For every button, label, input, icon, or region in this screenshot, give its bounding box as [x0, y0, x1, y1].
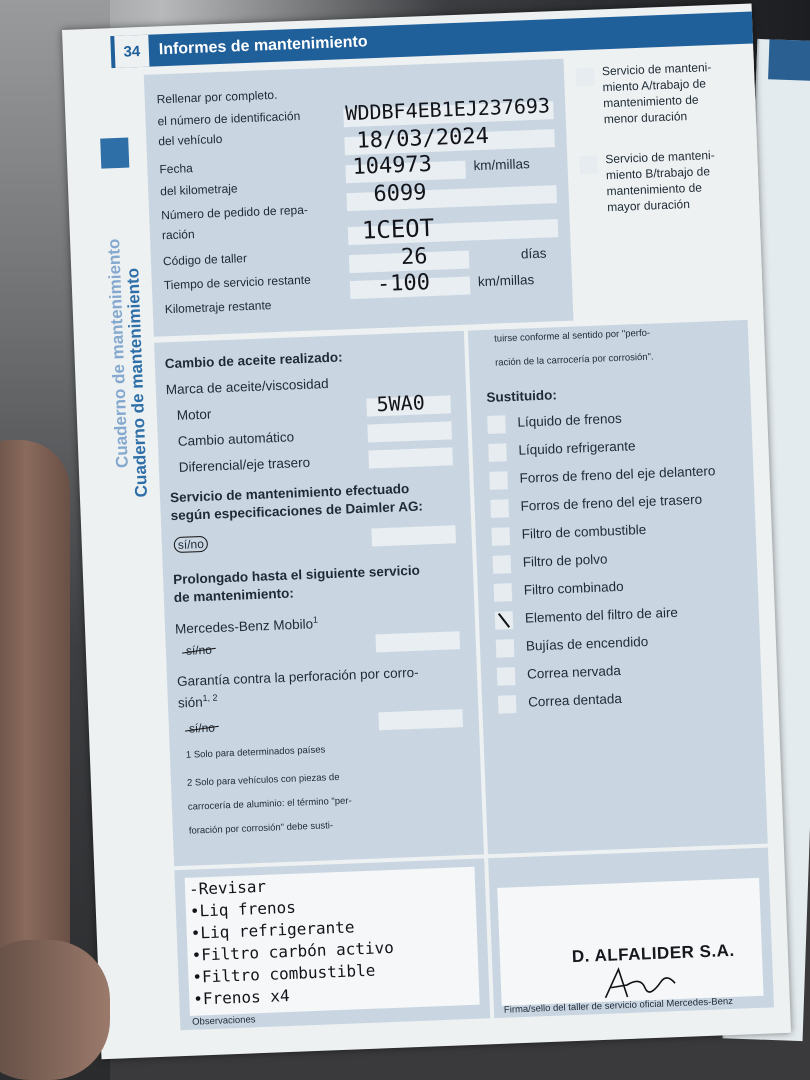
footnote-2-line-4: tuirse conforme al sentido por "perfo-: [493, 327, 651, 345]
replaced-brake-fluid-checkbox[interactable]: [487, 415, 506, 434]
signature-field[interactable]: [497, 878, 763, 1006]
replaced-ribbed-belt-checkbox[interactable]: [497, 667, 516, 686]
replaced-item-label: Filtro de combustible: [521, 521, 647, 542]
auto-trans-field[interactable]: [367, 421, 452, 442]
page-number: 34: [114, 35, 149, 68]
odometer-value: 104973: [352, 151, 433, 180]
mobilo-label-text: Mercedes-Benz Mobilo: [174, 616, 314, 637]
order-value: 6099: [373, 180, 427, 208]
replaced-item-label: Filtro combinado: [523, 578, 624, 598]
replaced-item-label: Elemento del filtro de aire: [524, 604, 679, 626]
service-a-checkbox[interactable]: [576, 68, 595, 87]
remaining-km-unit: km/millas: [477, 272, 535, 290]
replaced-item-label: Correa nervada: [526, 663, 622, 682]
remaining-time-label: Tiempo de servicio restante: [163, 272, 311, 293]
daimler-title-1: Servicio de mantenimiento efectuado: [169, 481, 410, 506]
footnote-2-line-2: carrocería de aluminio: el término "per-: [187, 795, 352, 813]
replaced-fuel-filter-checkbox[interactable]: [491, 527, 510, 546]
differential-field[interactable]: [368, 447, 453, 468]
remaining-km-label: Kilometraje restante: [164, 298, 272, 317]
daimler-yesno-text: sí/no: [174, 536, 209, 553]
page-title: Informes de mantenimiento: [158, 33, 368, 59]
oil-brand-label: Marca de aceite/viscosidad: [165, 376, 329, 398]
replaced-front-pads-checkbox[interactable]: [489, 471, 508, 490]
signature-panel: [488, 848, 774, 1019]
shop-label: Código de taller: [162, 251, 248, 269]
footnote-2-line-1: 2 Solo para vehículos con piezas de: [186, 771, 340, 789]
service-a-label: Servicio de manteni- miento A/trabajo de mantenimiento de menor duración: [601, 60, 712, 127]
replaced-item-label: Líquido refrigerante: [518, 438, 636, 458]
date-label: Fecha: [159, 161, 194, 177]
oil-service-panel: [154, 331, 484, 867]
warranty-footnote-ref: 1, 2: [202, 692, 218, 704]
warranty-label-1: Garantía contra la perforación por corro-: [176, 664, 419, 690]
vin-label-2: del vehículo: [158, 131, 223, 149]
facing-page-header: [768, 39, 810, 81]
differential-label: Diferencial/eje trasero: [178, 454, 311, 475]
warranty-label-2-text: sión: [177, 694, 203, 711]
mobilo-footnote-ref: 1: [312, 614, 319, 625]
footnote-2-line-3: foración por corrosión" debe susti-: [188, 820, 334, 837]
extended-title-2: de mantenimiento:: [173, 585, 295, 606]
warranty-field[interactable]: [378, 709, 463, 730]
replaced-item-label: Forros de freno del eje delantero: [519, 463, 716, 486]
service-b-label: Servicio de manteni- miento B/trabajo de mantenimiento de mayor duración: [605, 148, 715, 215]
extended-title-1: Prolongado hasta el siguiente servicio: [172, 562, 421, 588]
vin-label-1: el número de identificación: [157, 108, 301, 129]
daimler-yesno[interactable]: [174, 537, 209, 552]
warranty-yesno-text: sí/no: [188, 720, 216, 736]
replaced-dust-filter-checkbox[interactable]: [493, 555, 512, 574]
order-label-2: ración: [161, 227, 195, 243]
mobilo-label: [175, 615, 319, 637]
oil-title: Cambio de aceite realizado:: [164, 349, 343, 372]
replaced-spark-plugs-checkbox[interactable]: [496, 639, 515, 658]
remaining-time-value: 26: [400, 244, 428, 271]
signature-label: Firma/sello del taller de servicio oficial Mercedes-Benz: [503, 995, 734, 1016]
vin-value: WDDBF4EB1EJ237693: [344, 93, 551, 126]
daimler-title-2: según especificaciones de Daimler AG:: [170, 498, 424, 524]
observation-line: •Liq refrigerante: [190, 917, 355, 943]
observation-line: •Filtro combustible: [192, 960, 376, 987]
checkmark-icon: [495, 611, 514, 630]
section-label: Cuaderno de mantenimiento: [123, 267, 151, 498]
replaced-air-filter-checkbox[interactable]: [495, 611, 514, 630]
replaced-rear-pads-checkbox[interactable]: [490, 499, 509, 518]
observations-label: Observaciones: [191, 1014, 256, 1028]
observations-field[interactable]: [185, 867, 480, 1016]
daimler-field[interactable]: [371, 525, 456, 546]
replaced-item-label: Bujías de encendido: [525, 633, 649, 654]
order-label-1: Número de pedido de repa-: [160, 202, 309, 223]
thumb: [0, 940, 110, 1080]
section-label-ghost: Cuaderno de mantenimiento: [104, 238, 132, 469]
replaced-title: Sustituido:: [486, 387, 558, 405]
auto-trans-label: Cambio automático: [177, 429, 295, 449]
maintenance-page: [62, 4, 791, 1060]
workshop-stamp: D. ALFALIDER S.A.: [571, 940, 735, 967]
shop-value: 1CEOT: [361, 213, 435, 245]
warranty-yesno[interactable]: [189, 721, 216, 736]
vehicle-info-panel: [144, 59, 574, 337]
remaining-time-unit: días: [520, 245, 547, 262]
footnote-2-line-5: ración de la carrocería por corrosión".: [494, 351, 654, 369]
date-value: 18/03/2024: [356, 123, 490, 154]
mobilo-field[interactable]: [375, 631, 460, 652]
replaced-item-label: Líquido de frenos: [517, 410, 622, 430]
odometer-unit: km/millas: [473, 156, 531, 174]
mobilo-yesno[interactable]: [186, 643, 213, 658]
replaced-timing-belt-checkbox[interactable]: [498, 695, 517, 714]
observation-line: -Revisar: [188, 876, 267, 899]
replaced-coolant-checkbox[interactable]: [488, 443, 507, 462]
warranty-label-2: [178, 693, 218, 711]
engine-label: Motor: [176, 406, 212, 423]
observation-line: •Liq frenos: [189, 897, 297, 921]
replaced-item-label: Correa dentada: [527, 691, 623, 710]
observation-line: •Filtro carbón activo: [191, 937, 395, 965]
remaining-km-value: -100: [376, 270, 431, 298]
observation-line: •Frenos x4: [192, 985, 290, 1009]
intro-text: Rellenar por completo.: [156, 87, 278, 107]
engine-value: 5WA0: [376, 390, 426, 417]
replaced-combined-filter-checkbox[interactable]: [494, 583, 513, 602]
replaced-item-label: Forros de freno del eje trasero: [520, 491, 703, 514]
mobilo-yesno-text: sí/no: [185, 642, 213, 658]
section-tab: [100, 138, 129, 169]
replaced-parts-panel: [468, 320, 768, 854]
hand-holding-book: [0, 440, 70, 1000]
service-type-panel: [567, 51, 763, 320]
replaced-item-label: Filtro de polvo: [522, 551, 608, 570]
service-b-checkbox[interactable]: [579, 156, 598, 175]
footnote-1: 1 Solo para determinados países: [185, 744, 326, 761]
observations-panel: [174, 858, 490, 1030]
odometer-label: del kilometraje: [159, 181, 238, 199]
